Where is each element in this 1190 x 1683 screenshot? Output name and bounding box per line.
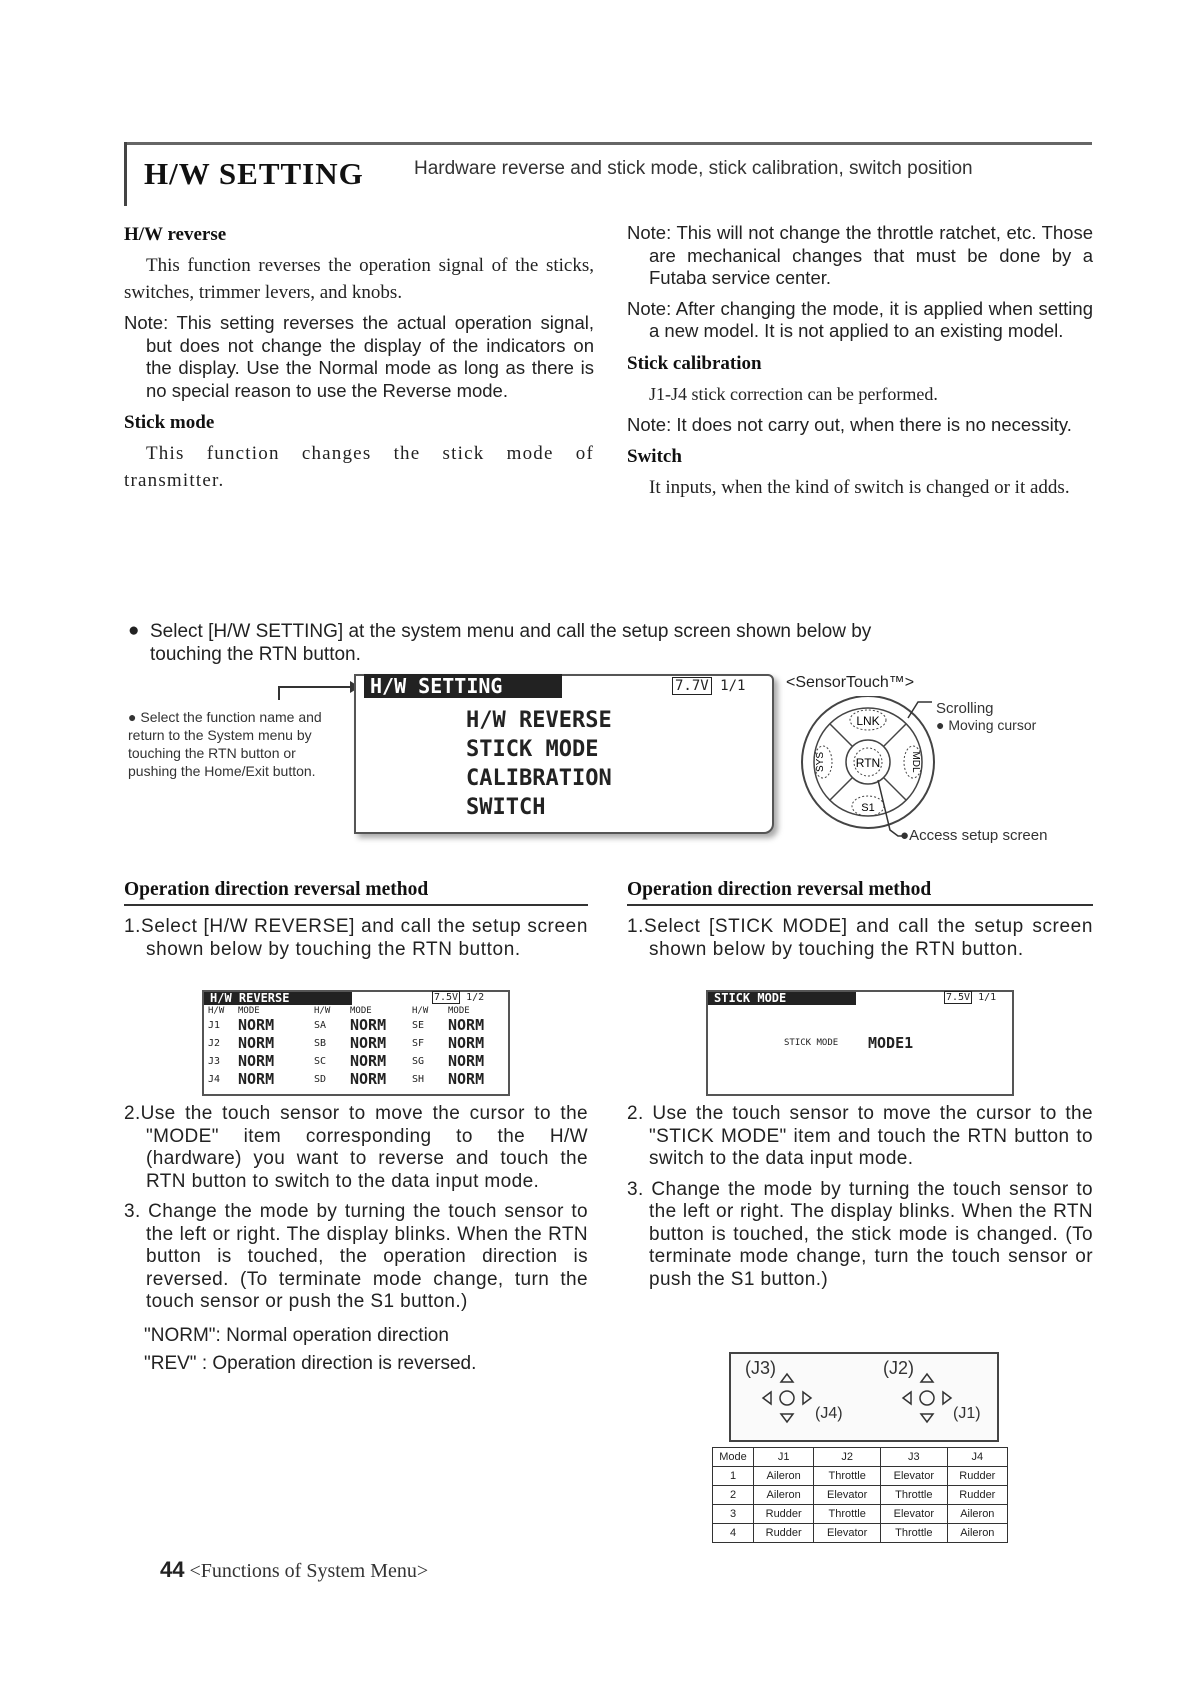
table-row: 4 Rudder Elevator Throttle Aileron [713, 1524, 1008, 1543]
right-step-1: 1.Select [STICK MODE] and call the setup screen shown below by touching the RTN button. [627, 916, 1093, 960]
side-note: ● Select the function name and return to the System menu by touching the RTN button or pushing the Home/Exit button. [128, 709, 322, 779]
bullet-icon: ● [128, 620, 140, 641]
stick-mode-screen [706, 990, 1014, 1096]
table-row[interactable]: J4 NORM [208, 1070, 275, 1088]
stick-mode-label: STICK MODE [784, 1038, 839, 1048]
battery-voltage: 7.7V [672, 677, 712, 695]
side-note-connector [278, 686, 280, 700]
left-section [124, 879, 588, 969]
stick-mode-text: This function changes the stick mode of transmitter. [124, 443, 594, 491]
battery-voltage: 7.5V [946, 992, 971, 1003]
table-row[interactable]: J2 NORM [208, 1034, 275, 1052]
calibration-heading: Stick calibration [627, 352, 762, 374]
reverse-column-se [404, 1016, 502, 1088]
menu-item-stick-mode[interactable]: STICK MODE [466, 737, 599, 762]
mode-table [712, 1447, 1008, 1543]
stick-mode-value[interactable]: MODE1 [868, 1034, 914, 1052]
table-row: 3 Rudder Throttle Elevator Aileron [713, 1505, 1008, 1524]
page-number: 44 [160, 1557, 185, 1582]
switch-heading: Switch [627, 446, 682, 467]
bullet-icon: ● [936, 717, 949, 733]
header-rule [124, 142, 1092, 145]
screen-status [672, 678, 745, 694]
menu-list [466, 706, 612, 822]
left-step-3: 3. Change the mode by turning the touch sensor to the left or right. The display blinks. When the RTN button is touched, the operation direction is reversed. (To terminate mode change, turn the touch sensor or push the S1 button.) [124, 1201, 588, 1312]
reverse-column-j [208, 1016, 306, 1088]
reverse-grid [208, 1006, 504, 1088]
access-label: ●Access setup screen [900, 827, 1048, 844]
table-header-row: Mode J1 J2 J3 J4 [713, 1448, 1008, 1467]
table-row: 2 Aileron Elevator Throttle Rudder [713, 1486, 1008, 1505]
norm-definition: "NORM": Normal operation direction [144, 1324, 449, 1346]
hw-reverse-screen [202, 990, 510, 1096]
j4-label: (J4) [815, 1405, 843, 1422]
reverse-grid-header: H/W MODE H/W MODE H/W MODE [208, 1006, 470, 1016]
header-bar [124, 142, 127, 206]
table-row[interactable]: SC NORM [314, 1052, 387, 1070]
left-step-1: 1.Select [H/W REVERSE] and call the setup screen shown below by touching the RTN button. [124, 916, 588, 960]
right-step-3: 3. Change the mode by turning the touch sensor to the left or right. The display blinks. When the RTN button is touched, the stick mode is changed. (To terminate mode change, turn the touch sensor or push the S1 button.) [627, 1178, 1093, 1290]
page-indicator: 1/1 [978, 992, 997, 1003]
stick-screen-status [944, 992, 996, 1003]
lnk-label: LNK [856, 714, 880, 728]
menu-item-calibration[interactable]: CALIBRATION [466, 766, 612, 791]
sys-label: SYS [815, 751, 826, 773]
left-section-heading: Operation direction reversal method [124, 879, 588, 906]
left-step-2: 2.Use the touch sensor to move the cursor to the "MODE" item corresponding to the H/W (hardware) you want to reverse and touch the RTN button to switch to the data input mode. [124, 1103, 588, 1192]
right-column [627, 222, 1093, 507]
table-row[interactable]: J3 NORM [208, 1052, 275, 1070]
j1-label: (J1) [953, 1405, 981, 1422]
side-note-connector [278, 686, 352, 688]
sensor-touch-label: <SensorTouch™> [786, 674, 915, 691]
hw-setting-screen [354, 674, 774, 834]
mode-apply-note: Note: After changing the mode, it is applied when setting a new model. It is not applied to an existing model. [627, 297, 1093, 341]
table-row[interactable]: SA NORM [314, 1016, 387, 1034]
right-section [627, 879, 1093, 969]
scrolling-label: Scrolling [936, 700, 994, 717]
s1-label: S1 [861, 802, 875, 814]
table-row[interactable]: J1 NORM [208, 1016, 275, 1034]
table-row[interactable]: SF NORM [412, 1034, 485, 1052]
j3-label: (J3) [745, 1358, 776, 1378]
reverse-grid-body [208, 1016, 504, 1088]
rev-definition: "REV" : Operation direction is reversed. [144, 1352, 477, 1374]
left-column [124, 224, 594, 500]
menu-item-switch[interactable]: SWITCH [466, 795, 546, 820]
switch-text: It inputs, when the kind of switch is changed or it adds. [649, 477, 1070, 498]
calibration-note: Note: It does not carry out, when there is no necessity. [627, 413, 1072, 435]
main-instruction: ● Select [H/W SETTING] at the system menu and call the setup screen shown below by touching the RTN button. [128, 620, 872, 665]
footer-section: <Functions of System Menu> [189, 1560, 429, 1582]
screen-title: H/W SETTING [364, 674, 562, 698]
table-row[interactable]: SD NORM [314, 1070, 387, 1088]
hw-reverse-text: This function reverses the operation signal of the sticks, switches, trimmer levers, and knobs. [124, 255, 594, 303]
table-row[interactable]: SE NORM [412, 1016, 485, 1034]
bullet-icon: ● [128, 709, 141, 725]
throttle-note: Note: This will not change the throttle ratchet, etc. Those are mechanical changes that must be done by a Futaba service center. [627, 222, 1093, 288]
hw-reverse-heading: H/W reverse [124, 224, 227, 245]
page-indicator: 1/2 [466, 992, 485, 1003]
right-section-heading: Operation direction reversal method [627, 879, 1093, 906]
reverse-screen-status [432, 992, 484, 1003]
left-steps [124, 1103, 588, 1378]
j2-label: (J2) [883, 1358, 914, 1378]
page-subtitle: Hardware reverse and stick mode, stick calibration, switch position [414, 158, 973, 179]
table-row[interactable]: SB NORM [314, 1034, 387, 1052]
right-steps [627, 1103, 1093, 1299]
page-indicator: 1/1 [720, 678, 746, 694]
table-row[interactable]: SH NORM [412, 1070, 485, 1088]
page-footer [160, 1557, 428, 1583]
stick-diagram-graphic [731, 1354, 997, 1440]
battery-voltage: 7.5V [434, 992, 459, 1003]
bullet-icon: ● [900, 827, 910, 844]
reverse-screen-title: H/W REVERSE [204, 992, 352, 1005]
right-step-2: 2. Use the touch sensor to move the cursor to the "STICK MODE" item and touch the RTN button to switch to the data input mode. [627, 1103, 1093, 1169]
page-title: H/W SETTING [144, 156, 364, 191]
menu-item-hw-reverse[interactable]: H/W REVERSE [466, 708, 612, 733]
stick-diagram [729, 1352, 999, 1442]
table-row: 1 Aileron Throttle Elevator Rudder [713, 1467, 1008, 1486]
calibration-text: J1-J4 stick correction can be performed. [649, 383, 938, 404]
stick-screen-title: STICK MODE [708, 992, 856, 1005]
stick-mode-heading: Stick mode [124, 412, 215, 433]
table-row[interactable]: SG NORM [412, 1052, 485, 1070]
mdl-label: MDL [910, 751, 921, 773]
moving-cursor-label: ● Moving cursor [936, 717, 1037, 733]
reverse-column-sa [306, 1016, 404, 1088]
rtn-label: RTN [855, 756, 881, 770]
hw-reverse-note: Note: This setting reverses the actual operation signal, but does not change the display of the indicators on the display. Use the Normal mode as long as there is no special reason to use the Reverse mode. [124, 312, 594, 401]
